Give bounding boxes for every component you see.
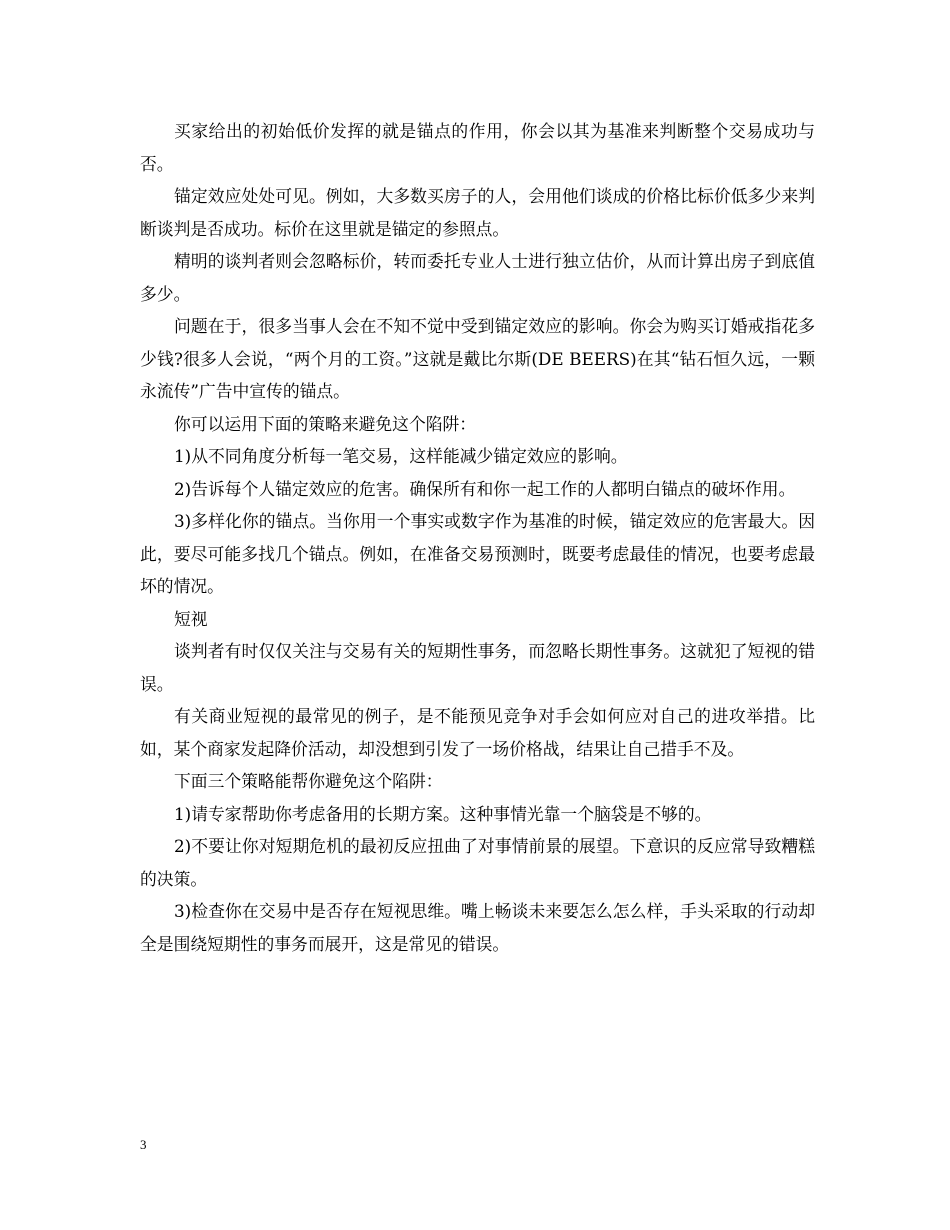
paragraph-anchor-intro: 买家给出的初始低价发挥的就是锚点的作用，你会以其为基准来判断整个交易成功与否。 xyxy=(140,121,815,174)
page-body xyxy=(140,115,815,960)
paragraph-myopia-example: 有关商业短视的最常见的例子，是不能预见竞争对手会如何应对自己的进攻举措。比如，某个商家发起降价活动，却没想到引发了一场价格战，结果让自己措手不及。 xyxy=(140,706,815,759)
paragraph-engagement-ring: 问题在于，很多当事人会在不知不觉中受到锚定效应的影响。你会为购买订婚戒指花多少钱?很多人会说，“两个月的工资。”这就是戴比尔斯(DE BEERS)在其“钻石恒久远，一颗永流传”广告中宣传的锚点。 xyxy=(140,316,815,401)
paragraph-anchoring-everywhere: 锚定效应处处可见。例如，大多数买房子的人，会用他们谈成的价格比标价低多少来判断谈判是否成功。标价在这里就是锚定的参照点。 xyxy=(140,186,815,239)
list-item-anchor-1: 1)从不同角度分析每一笔交易，这样能减少锚定效应的影响。 xyxy=(174,446,628,466)
paragraph-smart-negotiator: 精明的谈判者则会忽略标价，转而委托专业人士进行独立估价，从而计算出房子到底值多少。 xyxy=(140,251,815,304)
page-number: 3 xyxy=(140,1137,147,1152)
list-item-myopia-1: 1)请专家帮助你考虑备用的长期方案。这种事情光靠一个脑袋是不够的。 xyxy=(174,803,712,824)
list-item-myopia-3: 3)检查你在交易中是否存在短视思维。嘴上畅谈未来要怎么怎么样，手头采取的行动却全是围绕短期性的事务而展开，这是常见的错误。 xyxy=(140,901,815,954)
list-item-anchor-2: 2)告诉每个人锚定效应的危害。确保所有和你一起工作的人都明白锚点的破坏作用。 xyxy=(174,478,796,499)
paragraph-strategy-intro: 你可以运用下面的策略来避免这个陷阱： xyxy=(174,413,477,434)
section-heading-myopia: 短视 xyxy=(174,608,208,629)
list-item-anchor-3: 3)多样化你的锚点。当你用一个事实或数字作为基准的时候，锚定效应的危害最大。因此，要尽可能多找几个锚点。例如，在准备交易预测时，既要考虑最佳的情况，也要考虑最坏的情况。 xyxy=(140,511,815,596)
list-item-myopia-2: 2)不要让你对短期危机的最初反应扭曲了对事情前景的展望。下意识的反应常导致糟糕的决策。 xyxy=(140,836,815,889)
paragraph-myopia-strategy-intro: 下面三个策略能帮你避免这个陷阱： xyxy=(174,771,443,791)
paragraph-myopia-definition: 谈判者有时仅仅关注与交易有关的短期性事务，而忽略长期性事务。这就犯了短视的错误。 xyxy=(140,641,815,694)
